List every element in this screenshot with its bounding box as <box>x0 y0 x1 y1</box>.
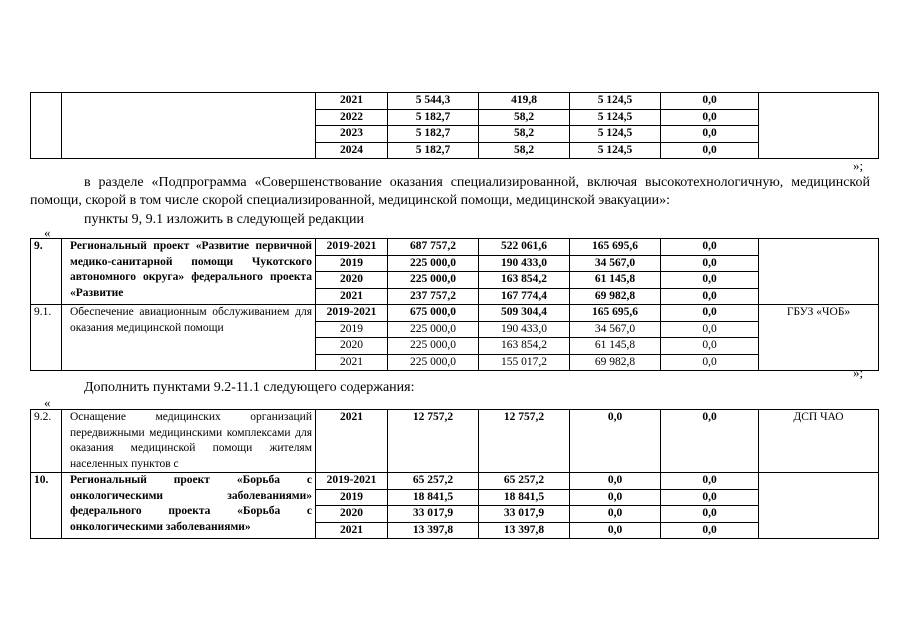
value-cell: 509 304,4 <box>479 305 570 322</box>
value-cell: 522 061,6 <box>479 239 570 256</box>
year-cell: 2021 <box>316 410 388 473</box>
value-cell: 0,0 <box>661 288 759 305</box>
total-cell: 225 000,0 <box>388 321 479 338</box>
total-cell: 5 182,7 <box>388 142 479 159</box>
value-cell: 58,2 <box>479 109 570 126</box>
value-cell: 33 017,9 <box>479 506 570 523</box>
year-cell: 2019-2021 <box>316 305 388 322</box>
value-cell: 61 145,8 <box>570 338 661 355</box>
opening-quote: « <box>44 395 51 410</box>
closing-quote: »; <box>853 365 864 380</box>
paragraph-points-9: пункты 9, 9.1 изложить в следующей редакции <box>84 212 365 227</box>
value-cell: 0,0 <box>661 305 759 322</box>
responsible-cell <box>759 239 879 305</box>
value-cell: 34 567,0 <box>570 255 661 272</box>
total-cell: 5 182,7 <box>388 126 479 143</box>
value-cell: 0,0 <box>661 93 759 110</box>
value-cell: 34 567,0 <box>570 321 661 338</box>
table-row <box>31 305 879 322</box>
paragraph-add-points: Дополнить пунктами 9.2-11.1 следующего содержания: <box>84 380 415 395</box>
value-cell: 0,0 <box>661 522 759 539</box>
value-cell: 155 017,2 <box>479 354 570 371</box>
year-cell: 2019-2021 <box>316 473 388 490</box>
value-cell: 58,2 <box>479 126 570 143</box>
value-cell: 5 124,5 <box>570 126 661 143</box>
table-points-9 <box>30 238 879 371</box>
closing-quote: »; <box>853 158 864 173</box>
total-cell: 687 757,2 <box>388 239 479 256</box>
year-cell: 2021 <box>316 93 388 110</box>
total-cell: 675 000,0 <box>388 305 479 322</box>
value-cell: 0,0 <box>570 489 661 506</box>
table-row <box>31 410 879 473</box>
value-cell: 0,0 <box>661 473 759 490</box>
year-cell: 2021 <box>316 522 388 539</box>
value-cell: 190 433,0 <box>479 255 570 272</box>
year-cell: 2019 <box>316 321 388 338</box>
value-cell: 0,0 <box>661 410 759 473</box>
year-cell: 2019-2021 <box>316 239 388 256</box>
table-row <box>31 93 879 110</box>
value-cell: 58,2 <box>479 142 570 159</box>
year-cell: 2020 <box>316 338 388 355</box>
responsible-cell: ГБУЗ «ЧОБ» <box>759 305 879 371</box>
value-cell: 69 982,8 <box>570 288 661 305</box>
year-cell: 2019 <box>316 489 388 506</box>
total-cell: 13 397,8 <box>388 522 479 539</box>
item-description: Региональный проект «Развитие первичной медико-санитарной помощи Чукотского автономного округа» федерального проекта «Развитие <box>62 239 316 305</box>
total-cell: 225 000,0 <box>388 354 479 371</box>
value-cell: 0,0 <box>570 473 661 490</box>
value-cell: 0,0 <box>570 522 661 539</box>
value-cell: 167 774,4 <box>479 288 570 305</box>
value-cell: 419,8 <box>479 93 570 110</box>
year-cell: 2023 <box>316 126 388 143</box>
table-row <box>31 473 879 490</box>
total-cell: 225 000,0 <box>388 338 479 355</box>
item-description: Оснащение медицинских организаций передвижными медицинскими комплексами для оказания медицинской помощи жителям населенных пунктов с <box>62 410 316 473</box>
value-cell: 0,0 <box>661 239 759 256</box>
year-cell: 2019 <box>316 255 388 272</box>
value-cell: 0,0 <box>661 338 759 355</box>
description-cell <box>62 93 316 159</box>
table-new-points <box>30 409 879 539</box>
value-cell: 12 757,2 <box>479 410 570 473</box>
total-cell: 225 000,0 <box>388 272 479 289</box>
item-code: 9.1. <box>31 305 62 371</box>
paragraph-section-change: в разделе «Подпрограмма «Совершенствование оказания специализированной, включая высокотехнологичную, медицинской помощи, скорой в том числе скорой специализированной, медицинской помощи, медицинской эвакуации»: <box>30 175 870 208</box>
value-cell: 165 695,6 <box>570 239 661 256</box>
value-cell: 0,0 <box>661 142 759 159</box>
value-cell: 163 854,2 <box>479 272 570 289</box>
table-row <box>31 239 879 256</box>
value-cell: 0,0 <box>661 489 759 506</box>
value-cell: 165 695,6 <box>570 305 661 322</box>
total-cell: 225 000,0 <box>388 255 479 272</box>
value-cell: 13 397,8 <box>479 522 570 539</box>
value-cell: 0,0 <box>661 272 759 289</box>
year-cell: 2020 <box>316 506 388 523</box>
value-cell: 5 124,5 <box>570 142 661 159</box>
item-code: 9. <box>31 239 62 305</box>
value-cell: 18 841,5 <box>479 489 570 506</box>
value-cell: 0,0 <box>661 126 759 143</box>
total-cell: 5 544,3 <box>388 93 479 110</box>
total-cell: 5 182,7 <box>388 109 479 126</box>
item-description: Региональный проект «Борьба с онкологическими заболеваниями» федерального проекта «Борьба с онкологическими заболеваниями» <box>62 473 316 539</box>
value-cell: 0,0 <box>570 506 661 523</box>
value-cell: 0,0 <box>661 321 759 338</box>
value-cell: 5 124,5 <box>570 109 661 126</box>
value-cell: 0,0 <box>661 255 759 272</box>
total-cell: 33 017,9 <box>388 506 479 523</box>
year-cell: 2021 <box>316 354 388 371</box>
total-cell: 65 257,2 <box>388 473 479 490</box>
value-cell: 0,0 <box>661 109 759 126</box>
opening-quote: « <box>44 225 51 240</box>
table-continuation <box>30 92 879 159</box>
total-cell: 12 757,2 <box>388 410 479 473</box>
year-cell: 2021 <box>316 288 388 305</box>
value-cell: 69 982,8 <box>570 354 661 371</box>
item-code: 10. <box>31 473 62 539</box>
responsible-cell <box>759 473 879 539</box>
total-cell: 18 841,5 <box>388 489 479 506</box>
code-cell <box>31 93 62 159</box>
item-code: 9.2. <box>31 410 62 473</box>
total-cell: 237 757,2 <box>388 288 479 305</box>
value-cell: 163 854,2 <box>479 338 570 355</box>
value-cell: 190 433,0 <box>479 321 570 338</box>
value-cell: 65 257,2 <box>479 473 570 490</box>
responsible-cell <box>759 93 879 159</box>
year-cell: 2020 <box>316 272 388 289</box>
value-cell: 61 145,8 <box>570 272 661 289</box>
value-cell: 0,0 <box>661 506 759 523</box>
item-description: Обеспечение авиационным обслуживанием для оказания медицинской помощи <box>62 305 316 371</box>
year-cell: 2022 <box>316 109 388 126</box>
responsible-cell: ДСП ЧАО <box>759 410 879 473</box>
value-cell: 5 124,5 <box>570 93 661 110</box>
value-cell: 0,0 <box>661 354 759 371</box>
value-cell: 0,0 <box>570 410 661 473</box>
year-cell: 2024 <box>316 142 388 159</box>
